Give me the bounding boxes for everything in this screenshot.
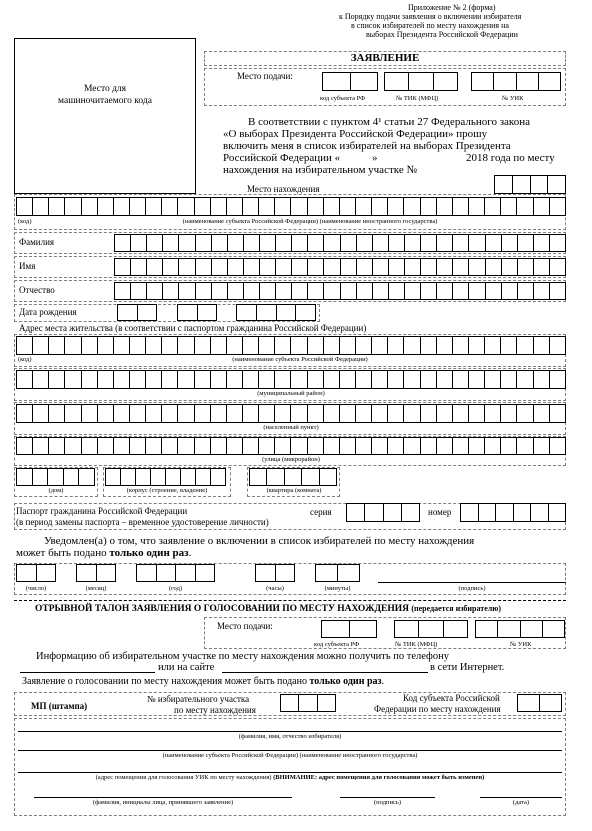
passport-note: (в период замены паспорта – временное удостоверение личности) bbox=[16, 517, 269, 527]
sign-hours-input[interactable] bbox=[255, 564, 295, 582]
subject-code-input[interactable] bbox=[322, 72, 378, 91]
coupon-submission-label: Место подачи: bbox=[217, 621, 273, 631]
surname-input[interactable] bbox=[114, 234, 566, 252]
location-label: Место нахождения bbox=[247, 184, 320, 194]
signature-line[interactable] bbox=[378, 582, 566, 583]
coupon-region-line[interactable] bbox=[18, 750, 562, 751]
street-input[interactable] bbox=[16, 437, 566, 455]
house-caption: (дом) bbox=[48, 487, 64, 494]
coupon-once-note: Заявление о голосовании по месту нахождения может быть подано только один раз. bbox=[22, 676, 385, 687]
district-caption: (муниципальный район) bbox=[257, 390, 325, 397]
sign-minutes-input[interactable] bbox=[315, 564, 360, 582]
minutes-caption: (минуты) bbox=[324, 585, 351, 592]
appendix-line-1: Приложение № 2 (форма) bbox=[408, 3, 496, 12]
passport-series-input[interactable] bbox=[346, 503, 420, 522]
subject-code-caption: код субъекта РФ bbox=[320, 95, 366, 102]
passport-series-label: серия bbox=[310, 507, 332, 517]
coupon-date-line[interactable] bbox=[480, 797, 562, 798]
intro-line-1: В соответствии с пунктом 4¹ статьи 27 Федерального закона bbox=[248, 116, 530, 128]
coupon-signature-line[interactable] bbox=[340, 797, 435, 798]
uik-caption: № УИК bbox=[502, 95, 524, 102]
name-label: Имя bbox=[19, 261, 36, 271]
surname-label: Фамилия bbox=[19, 237, 55, 247]
stamp-label: МП (штампа) bbox=[31, 701, 88, 711]
birth-day-input[interactable] bbox=[117, 304, 157, 321]
coupon-info-line-2a: или на сайте bbox=[158, 662, 215, 673]
coupon-signature-caption: (подпись) bbox=[374, 799, 401, 806]
coupon-precinct-input[interactable] bbox=[280, 694, 336, 712]
coupon-tik-caption: № ТИК (МФЦ) bbox=[395, 641, 438, 648]
coupon-info-line-2b: в сети Интернет. bbox=[430, 662, 505, 673]
coupon-subject-line-1: Код субъекта Российской bbox=[403, 693, 500, 703]
voter-name-caption: (фамилия, имя, отчество избирателя) bbox=[238, 733, 342, 740]
street-caption: (улица (микрорайон) bbox=[262, 456, 320, 463]
machine-code-box bbox=[14, 38, 196, 194]
uik-number-input[interactable] bbox=[471, 72, 561, 91]
cut-line bbox=[14, 600, 566, 601]
location-region-caption: (наименование субъекта Российской Федерации) (наименование иностранного государства) bbox=[182, 218, 438, 225]
notice-line-1: Уведомлен(а) о том, что заявление о включении в список избирателей по месту нахождения bbox=[44, 535, 475, 547]
official-name-caption: (фамилия, инициалы лица, принявшего заявление) bbox=[92, 799, 234, 806]
coupon-subject-caption: код субъекта РФ bbox=[314, 641, 360, 648]
house-input[interactable] bbox=[16, 468, 95, 486]
appendix-line-3: в список избирателей по месту нахождения на bbox=[351, 21, 509, 30]
address-code-caption: (код) bbox=[18, 356, 32, 363]
settlement-caption: (населенный пункт) bbox=[263, 424, 319, 431]
coupon-tik-input[interactable] bbox=[394, 620, 468, 638]
sign-day-input[interactable] bbox=[16, 564, 56, 582]
birth-date-label: Дата рождения bbox=[19, 307, 77, 317]
voter-name-line[interactable] bbox=[18, 731, 562, 732]
flat-caption: (квартира (комната) bbox=[266, 487, 322, 494]
machine-code-line-1: Место для bbox=[83, 84, 127, 94]
precinct-number-input[interactable] bbox=[494, 175, 566, 194]
intro-line-4b: » bbox=[372, 152, 378, 164]
flat-input[interactable] bbox=[249, 468, 337, 486]
coupon-precinct-line-2: по месту нахождения bbox=[174, 705, 256, 715]
district-input[interactable] bbox=[16, 370, 566, 389]
building-input[interactable] bbox=[105, 468, 226, 486]
passport-number-label: номер bbox=[428, 507, 452, 517]
name-input[interactable] bbox=[114, 258, 566, 276]
tik-caption: № ТИК (МФЦ) bbox=[396, 95, 439, 102]
intro-line-3: включить меня в список избирателей на выборах Президента bbox=[223, 140, 511, 152]
passport-number-input[interactable] bbox=[460, 503, 566, 522]
address-region-input[interactable] bbox=[16, 336, 566, 355]
notice-line-2: может быть подано только один раз. bbox=[16, 547, 192, 559]
sign-month-input[interactable] bbox=[76, 564, 116, 582]
coupon-subject-line-2: Федерации по месту нахождения bbox=[374, 704, 501, 714]
intro-line-4a: Российской Федерации « bbox=[223, 152, 341, 164]
birth-month-input[interactable] bbox=[177, 304, 217, 321]
signature-caption: (подпись) bbox=[458, 585, 486, 592]
intro-line-2: «О выборах Президента Российской Федерации» прошу bbox=[223, 128, 488, 140]
location-code-caption: (код) bbox=[18, 218, 32, 225]
coupon-subject-code-box[interactable] bbox=[517, 694, 562, 712]
year-caption: (год) bbox=[168, 585, 183, 592]
coupon-subject-code-input[interactable] bbox=[321, 620, 377, 638]
official-name-line[interactable] bbox=[34, 797, 292, 798]
passport-label: Паспорт гражданина Российской Федерации bbox=[16, 506, 188, 516]
intro-line-5: нахождения на избирательном участке № bbox=[223, 164, 417, 176]
location-region-input[interactable] bbox=[16, 197, 566, 216]
hours-caption: (часы) bbox=[266, 585, 284, 592]
coupon-date-caption: (дата) bbox=[512, 799, 530, 806]
coupon-precinct-line-1: № избирательного участка bbox=[147, 694, 250, 704]
address-heading: Адрес места жительства (в соответствии с паспортом гражданина Российской Федерации) bbox=[19, 323, 367, 333]
coupon-info-line-1: Информацию об избирательном участке по месту нахождения можно получить по телефону bbox=[36, 651, 449, 662]
coupon-region-caption: (наименование субъекта Российской Федерации) (наименование иностранного государства) bbox=[162, 752, 418, 759]
coupon-uik-caption: № УИК bbox=[510, 641, 532, 648]
coupon-title: ОТРЫВНОЙ ТАЛОН ЗАЯВЛЕНИЯ О ГОЛОСОВАНИИ ПО МЕСТУ НАХОЖДЕНИЯ (передается избирателю) bbox=[35, 604, 502, 614]
sign-year-input[interactable] bbox=[136, 564, 215, 582]
patronymic-input[interactable] bbox=[114, 282, 566, 300]
appendix-line-2: к Порядку подачи заявления о включении избирателя bbox=[339, 12, 522, 21]
submission-label: Место подачи: bbox=[237, 71, 293, 81]
machine-code-line-2: машиночитаемого кода bbox=[58, 96, 152, 106]
coupon-uik-input[interactable] bbox=[475, 620, 565, 638]
polling-address-line[interactable] bbox=[18, 772, 562, 773]
tik-number-input[interactable] bbox=[384, 72, 458, 91]
address-region-caption: (наименование субъекта Российской Федерации) bbox=[232, 356, 368, 363]
settlement-input[interactable] bbox=[16, 404, 566, 423]
page-title: ЗАЯВЛЕНИЕ bbox=[350, 52, 420, 64]
building-caption: (корпус (строение, владение) bbox=[126, 487, 208, 494]
polling-address-caption: (адрес помещения для голосования УИК по месту нахождения) (ВНИМАНИЕ: адрес помещения для голосования может быть изменен) bbox=[95, 774, 485, 781]
day-caption: (число) bbox=[25, 585, 47, 592]
patronymic-label: Отчество bbox=[19, 285, 55, 295]
intro-line-4c: 2018 года по месту bbox=[466, 152, 555, 164]
appendix-line-4: выборах Президента Российской Федерации bbox=[366, 30, 518, 39]
birth-year-input[interactable] bbox=[236, 304, 316, 321]
month-caption: (месяц) bbox=[85, 585, 107, 592]
